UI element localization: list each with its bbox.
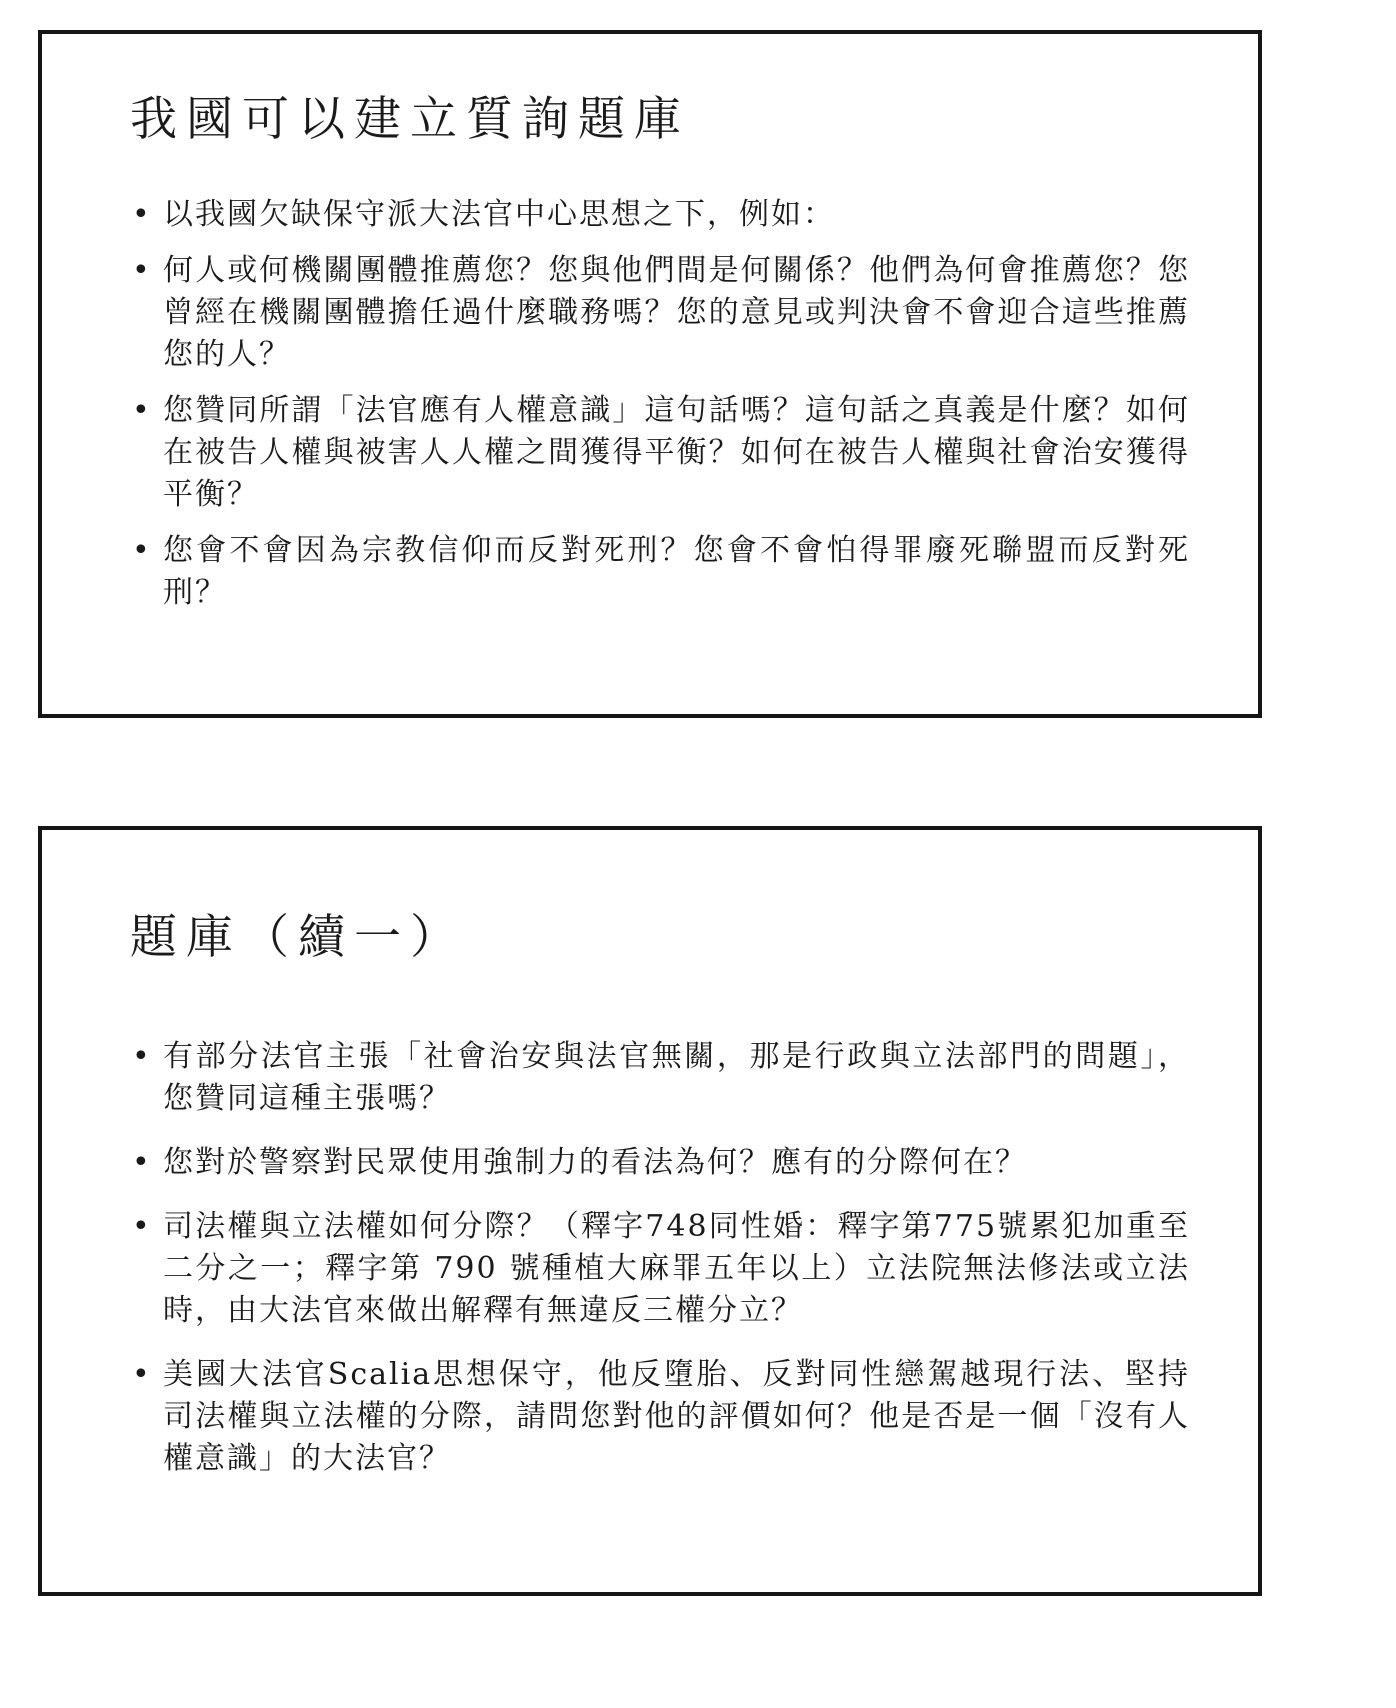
bullet-list xyxy=(130,194,1190,614)
slide-question-bank xyxy=(38,30,1262,718)
bullet-item: • 以我國欠缺保守派大法官中心思想之下，例如： xyxy=(130,194,1190,236)
bullet-item: • 您贊同所謂「法官應有人權意識」這句話嗎？這句話之真義是什麼？如何在被告人權與被害人人權之間獲得平衡？如何在被告人權與社會治安獲得平衡？ xyxy=(130,390,1190,516)
slide-content xyxy=(42,830,1258,1480)
bullet-item: • 有部分法官主張「社會治安與法官無關，那是行政與立法部門的問題」，您贊同這種主張嗎？ xyxy=(130,1036,1190,1120)
slide-title: 我國可以建立質詢題庫 xyxy=(130,92,690,147)
bullet-list xyxy=(130,1036,1190,1480)
bullet-item: • 您會不會因為宗教信仰而反對死刑？您會不會怕得罪廢死聯盟而反對死刑？ xyxy=(130,530,1190,614)
slide-title: 題庫（續一） xyxy=(130,910,466,965)
bullet-item: • 美國大法官Scalia思想保守，他反墮胎、反對同性戀駕越現行法、堅持司法權與立法權的分際，請問您對他的評價如何？他是否是一個「沒有人權意識」的大法官？ xyxy=(130,1354,1190,1480)
bullet-item: • 您對於警察對民眾使用強制力的看法為何？應有的分際何在？ xyxy=(130,1142,1190,1184)
bullet-item: • 何人或何機關團體推薦您？您與他們間是何關係？他們為何會推薦您？您曾經在機關團體擔任過什麼職務嗎？您的意見或判決會不會迎合這些推薦您的人？ xyxy=(130,250,1190,376)
slide-question-bank-continued xyxy=(38,826,1262,1596)
slide-content xyxy=(42,34,1258,614)
bullet-item: • 司法權與立法權如何分際？（釋字748同性婚：釋字第775號累犯加重至二分之一；釋字第 790 號種植大麻罪五年以上）立法院無法修法或立法時，由大法官來做出解釋有無違反三權分立？ xyxy=(130,1206,1190,1332)
